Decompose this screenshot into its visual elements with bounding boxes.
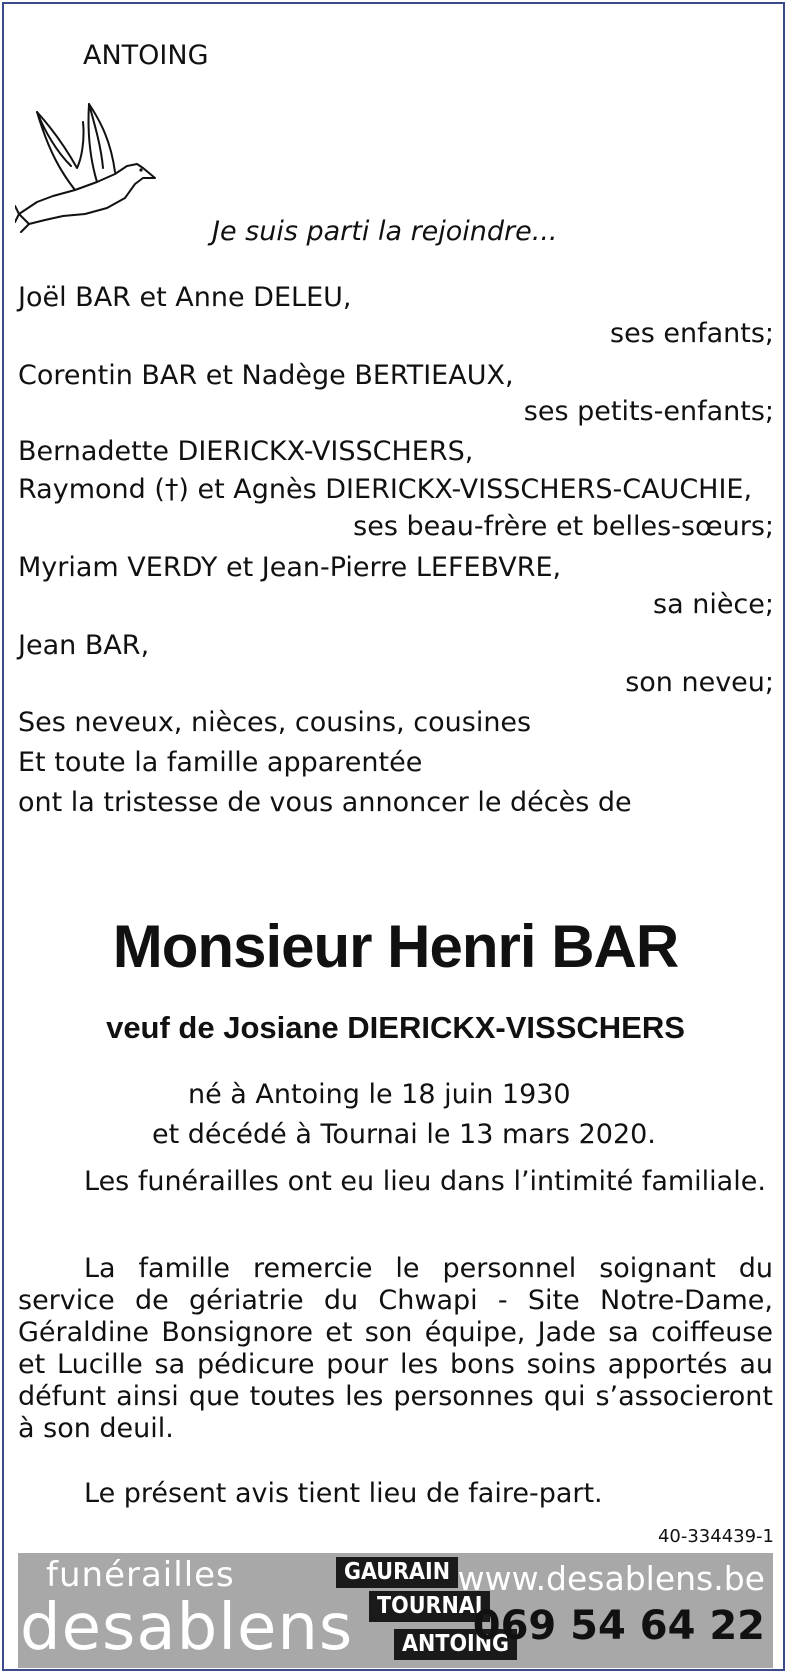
dove-icon (15, 102, 160, 237)
brand-logo: desablens (20, 1591, 354, 1665)
family-names: Myriam VERDY et Jean-Pierre LEFEBVRE, (18, 552, 562, 583)
phone-number[interactable]: 069 54 64 22 (472, 1603, 765, 1649)
reference-number: 40-334439-1 (657, 1526, 774, 1547)
motto: Je suis parti la rejoindre... (212, 216, 558, 247)
widow-of: veuf de Josiane DIERICKX-VISSCHERS (106, 1010, 685, 1045)
family-names: Corentin BAR et Nadège BERTIEAUX, (18, 360, 514, 391)
deceased-name: Monsieur Henri BAR (112, 913, 679, 980)
brand-top: funérailles (46, 1555, 235, 1595)
closing-line: ont la tristesse de vous annoncer le décès de (18, 787, 632, 818)
family-relation: son neveu; (625, 667, 774, 698)
family-relation: ses petits-enfants; (523, 396, 774, 427)
family-names: Joël BAR et Anne DELEU, (18, 282, 352, 313)
family-names: Jean BAR, (18, 630, 150, 661)
family-relation: ses enfants; (610, 318, 774, 349)
website-link[interactable]: www.desablens.be (457, 1559, 765, 1598)
location-tag: ANTOING (394, 1629, 517, 1660)
family-names: Raymond (†) et Agnès DIERICKX-VISSCHERS-CAUCHIE, (18, 474, 753, 505)
death-line: et décédé à Tournai le 13 mars 2020. (152, 1119, 656, 1150)
closing-line: Ses neveux, nièces, cousins, cousines (18, 707, 532, 738)
location-tag: TOURNAI (369, 1591, 490, 1622)
family-relation: sa nièce; (653, 589, 774, 620)
paragraph-funeral: Les funérailles ont eu lieu dans l’intimité familiale. (84, 1166, 766, 1197)
family-names: Bernadette DIERICKX-VISSCHERS, (18, 436, 474, 467)
closing-line: Et toute la famille apparentée (18, 747, 423, 778)
birth-line: né à Antoing le 18 juin 1930 (188, 1079, 571, 1110)
paragraph-thanks: La famille remercie le personnel soignant du service de gériatrie du Chwapi - Site Notre-Dame, Géraldine Bonsignore et son équipe, Jade sa coiffeuse et Lucille sa pédicure pour les bons soins apportés au défunt ainsi que toutes les personnes qui s’associeront à son deuil. (18, 1253, 773, 1444)
family-relation: ses beau-frère et belles-sœurs; (353, 511, 774, 542)
location-tag: GAURAIN (336, 1557, 458, 1588)
funeral-home-banner (18, 1553, 773, 1668)
paragraph-notice: Le présent avis tient lieu de faire-part. (84, 1478, 603, 1509)
locality: ANTOING (83, 40, 209, 71)
